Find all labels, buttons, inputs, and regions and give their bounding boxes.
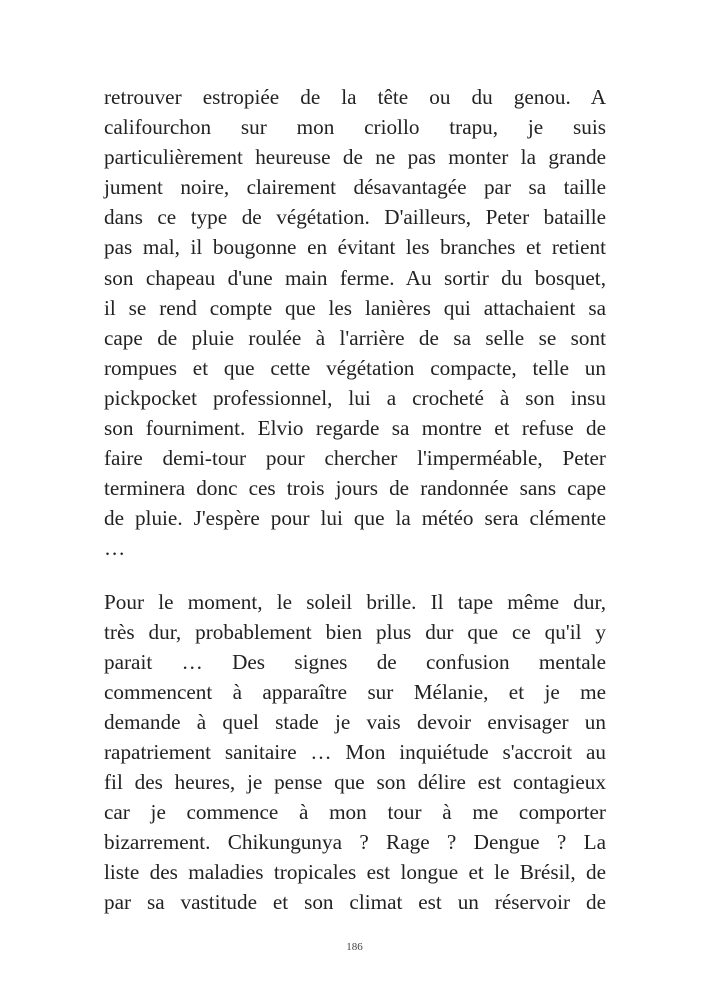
text-line: pas mal, il bougonne en évitant les branches et retient	[104, 235, 606, 260]
text-line: rapatriement sanitaire … Mon inquiétude s'accroit au	[104, 739, 606, 764]
text-line: de pluie. J'espère pour lui que la météo sera clémente	[104, 506, 606, 531]
text-line: demande à quel stade je vais devoir envisager un	[104, 709, 606, 734]
text-line: par sa vastitude et son climat est un réservoir de	[104, 890, 606, 915]
text-line: bizarrement. Chikungunya ? Rage ? Dengue ? La	[104, 830, 606, 855]
text-line: jument noire, clairement désavantagée par sa taille	[104, 175, 606, 200]
paragraph-gap	[104, 564, 606, 587]
paragraph-2	[104, 587, 606, 918]
text-line: faire demi-tour pour chercher l'imperméable, Peter	[104, 446, 606, 471]
text-line: terminera donc ces trois jours de randonnée sans cape	[104, 476, 606, 501]
text-line: parait … Des signes de confusion mentale	[104, 649, 606, 674]
text-line: dans ce type de végétation. D'ailleurs, Peter bataille	[104, 205, 606, 230]
text-line: car je commence à mon tour à me comporter	[104, 800, 606, 825]
text-line: retrouver estropiée de la tête ou du genou. A	[104, 85, 606, 109]
text-line: très dur, probablement bien plus dur que ce qu'il y	[104, 619, 606, 644]
page-number: 186	[346, 941, 363, 953]
page-body	[104, 82, 606, 918]
paragraph-1	[104, 82, 606, 564]
text-line: rompues et que cette végétation compacte, telle un	[104, 355, 606, 380]
text-line: il se rend compte que les lanières qui attachaient sa	[104, 295, 606, 320]
text-line: pickpocket professionnel, lui a crocheté à son insu	[104, 385, 606, 410]
text-line: liste des maladies tropicales est longue et le Brésil, de	[104, 860, 606, 885]
text-line: …	[104, 536, 126, 561]
text-line: Pour le moment, le soleil brille. Il tape même dur,	[104, 589, 606, 614]
text-line: fil des heures, je pense que son délire est contagieux	[104, 770, 606, 795]
text-line: commencent à apparaître sur Mélanie, et je me	[104, 679, 606, 704]
text-line: particulièrement heureuse de ne pas monter la grande	[104, 145, 606, 170]
text-line: cape de pluie roulée à l'arrière de sa selle se sont	[104, 325, 606, 350]
text-line: califourchon sur mon criollo trapu, je suis	[104, 115, 606, 140]
text-line: son chapeau d'une main ferme. Au sortir du bosquet,	[104, 265, 606, 290]
text-line: son fourniment. Elvio regarde sa montre et refuse de	[104, 416, 606, 441]
